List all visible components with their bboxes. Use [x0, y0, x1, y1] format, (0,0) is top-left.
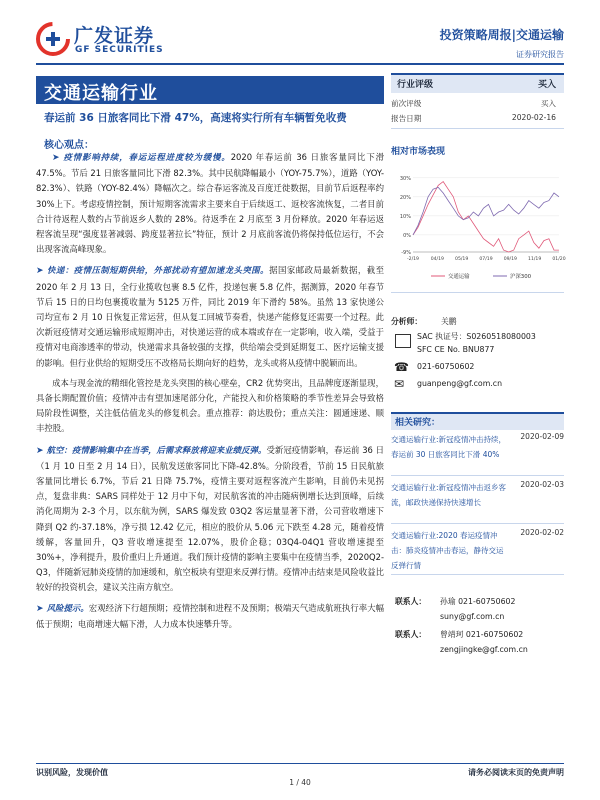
x-tick-label: 05/19 [455, 257, 469, 262]
footer-divider [36, 763, 564, 764]
paragraph-text: 2020 年春运前 36 日旅客量同比下滑 47.5%。节后 21 日旅客量同比下滑 82.3%。其中民航降幅最小（YOY-75.7%），道路（YOY-82.3%）、铁路（YOY-82.4%）降幅次之。综合春运客流及百度迁徙数据，目前节后返程率约 30%上下。考虑疫情控制，预计短期客流需求主要来自于后续返工、返校客流恢复，二者目前合计待返程人数约占节前返乡人数的 28%。待返季在 2 月底至 3 月份释放。2020 年春运返程客流呈现“强度显著减弱、跨度显著拉长”特征，预计 2 月底前客流仍将保持低位运行，不会出现客流高峰现象。 [36, 152, 384, 255]
report-series: 投资策略周报|交通运输 [439, 28, 564, 42]
paragraph-text: 据国家邮政局最新数据，截至 2020 年 2 月 13 日，全行业揽收包裹 8.5 亿件，投递包裹 5.8 亿件，据测算，2020 年春节节后 15 日的日均包裹揽收量为 5125 万件，同比 2019 年下滑约 58%。虽然 13 家快递公司均宣布 2 月 10 日恢复正常运营，但从复工回城节奏看，快递产能修复还需要一个过程。此次新冠疫情对交通运输形成短期冲击，对快递运营的成本端或存在一定影响，收入端，受益于疫情对电商渗透率的带动，快递需求具备较强的支撑，供给端会受到延期复工、医疗运输支援的影响。但行业供给的短期受压不改格局长期向好的趋势，龙头或将从疫情中脱颖而出。 [36, 265, 385, 368]
core-heading: 核心观点： [44, 140, 94, 151]
analyst-sac: SAC 执证号：S0260518080003 [417, 332, 536, 341]
paragraph-text: 受新冠疫情影响，春运前 36 日（1 月 10 日至 2 月 14 日），民航发送旅客同比下降-42.8%。分阶段看，节前 15 日民航旅客量同比增长 6.7%，节后 21 日降 75.7%，疫情主要对返程客流产生影响，目前仍未见拐点，复盘非典：SARS 同样处于 12 月中下旬，对民航客流的冲击随病例增长达到顶峰，后续消化周期为 2-3 个月，以东航为例，SARS 爆发致 03Q2 客运量显著下滑，公司营收增速下降到 Q2 约-37.18%，净亏损 12.42 亿元，相应的股价从 5.06 元下跌至 4.28 元，随着疫情缓解，客量回升，Q3 营收增速提至 12.07%，股价企稳；03Q4-04Q1 营收增速提至 30%+，净利提升，股价重归上升通道。我们预计疫情的影响主要集中在疫情当季，2020Q2-Q3，伴随新冠肺炎疫情的加速缓和，航空板块有望迎来反弹行情。疫情冲击结束是风险收益比较好的投资机会，建议关注南方航空。 [36, 444, 384, 593]
x-tick-label: 04/19 [430, 257, 444, 262]
analyst-sfc: SFC CE No. BNU877 [417, 345, 495, 354]
related-divider [391, 523, 564, 524]
paragraph-1 [36, 150, 384, 257]
report-date-row [391, 113, 564, 124]
chart-heading: 相对市场表现 [391, 147, 446, 157]
y-tick-label: 30% [399, 175, 411, 182]
header-divider [36, 63, 564, 65]
contact-name-phone: 孙瑜 021-60750602 [440, 597, 516, 606]
prev-rating-value: 买入 [540, 99, 556, 108]
x-tick-label: 11/19 [528, 257, 542, 262]
analyst-label: 分析师： [391, 317, 423, 326]
paragraph-lead: 疫情影响持续，春运运程进度较为缓慢。 [62, 152, 231, 162]
prev-rating-label: 前次评级 [391, 99, 422, 108]
report-date-label: 报告日期 [391, 114, 422, 123]
bullet-arrow-icon: ➤ [36, 445, 44, 456]
bullet-arrow-icon: ➤ [52, 153, 60, 163]
related-item-3[interactable] [391, 528, 564, 573]
footer-disclaimer: 请务必阅读末页的免责声明 [468, 768, 564, 777]
chart-divider [391, 292, 564, 293]
x-tick-label: -2/19 [407, 257, 419, 262]
series-line [413, 187, 559, 235]
paragraph-5 [36, 601, 384, 632]
logo-name-en: GF SECURITIES [75, 45, 164, 55]
x-tick-label: 07/19 [479, 257, 493, 262]
contact-label: 联系人： [395, 597, 427, 606]
paragraph-2 [36, 263, 384, 370]
paragraph-lead: 航空：疫情影响集中在当季，后需求释放将迎来业绩反弹。 [46, 444, 267, 455]
contact-name-phone: 曾靖珂 021-60750602 [440, 630, 524, 639]
page-number: 1 / 40 [289, 778, 311, 787]
paragraph-4 [36, 443, 384, 596]
x-tick-label: 09/19 [503, 257, 517, 262]
footer-slogan: 识别风险，发现价值 [36, 768, 108, 777]
contact-email[interactable]: zengjingke@gf.com.cn [440, 645, 528, 654]
rating-divider [391, 128, 564, 129]
related-item-title[interactable]: 交通运输行业:新冠疫情冲击持续，春运前 30 日旅客同比下滑 40% [391, 435, 507, 459]
y-tick-label: 10% [399, 213, 411, 220]
analyst-email[interactable]: guanpeng@gf.com.cn [417, 379, 503, 388]
related-heading: 相关研究： [395, 418, 441, 428]
legend-label: 交通运输 [448, 274, 470, 280]
related-item-2[interactable] [391, 480, 564, 510]
phone-icon: ☎ [394, 360, 409, 374]
page-subtitle: 春运前 36 日旅客同比下滑 47%，高速将实行所有车辆暂免收费 [44, 112, 347, 124]
y-tick-label: 0% [403, 232, 411, 239]
x-tick-label: 01/20 [552, 257, 566, 262]
related-item-date: 2020-02-09 [520, 432, 564, 441]
paragraph-text: 宏观经济下行超预期；疫情控制和进程不及预期；极端天气造成航班执行率大幅低于预期；电商增速大幅下滑，人力成本快速攀升等。 [36, 602, 385, 629]
mail-icon: ✉ [394, 377, 405, 391]
id-card-icon [395, 334, 411, 348]
related-item-1[interactable] [391, 432, 564, 462]
rating-value: 买入 [537, 80, 556, 90]
contact-email[interactable]: suny@gf.com.cn [440, 612, 505, 621]
series-line [413, 182, 559, 252]
related-item-title[interactable]: 交通运输行业:2020 春运疫情冲击：肺炎疫情冲击春运，静待交运反弹行情 [391, 531, 504, 570]
paragraph-3 [36, 376, 384, 437]
rating-bar [391, 73, 564, 93]
y-tick-label: 20% [399, 194, 411, 201]
paragraph-text: 成本与现金流的精细化管控是龙头突围的核心壁垒，CR2 优势突出，且品牌度逐渐显现，具备长期配置价值；疫情冲击有望加速尾部分化，产能投入和价格策略的季节性差异会导致格局阶段性调整，关注低估值龙头的修复机会。重点推荐：韵达股份；重点关注：圆通速递、顺丰控股。 [36, 377, 384, 434]
contact-label: 联系人： [395, 630, 427, 639]
y-tick-label: -9% [401, 250, 411, 256]
related-item-date: 2020-02-02 [520, 528, 564, 537]
report-date-value: 2020-02-16 [511, 113, 556, 122]
analyst-phone: 021-60750602 [417, 362, 475, 371]
paragraph-lead: 快递：疫情压制短期供给，外部扰动有望加速龙头突围。 [46, 265, 270, 276]
gf-logo-icon [36, 22, 70, 56]
report-type: 证券研究报告 [516, 50, 564, 59]
page-title: 交通运输行业 [44, 83, 158, 104]
prev-rating-row [391, 98, 564, 109]
related-item-title[interactable]: 交通运输行业:新冠疫情冲击返乡客流，邮政快递保持快速增长 [391, 483, 507, 507]
rating-label: 行业评级 [397, 80, 434, 90]
bullet-arrow-icon: ➤ [36, 603, 44, 614]
paragraph-lead: 风险提示。 [46, 602, 89, 613]
analyst-name: 关鹏 [441, 317, 457, 326]
bullet-arrow-icon: ➤ [36, 266, 44, 277]
related-heading-bar [391, 412, 564, 430]
logo-name-cn: 广发证券 [74, 25, 155, 47]
related-divider [391, 475, 564, 476]
related-item-date: 2020-02-03 [520, 480, 564, 489]
body-column [36, 150, 384, 637]
analyst-row [391, 316, 564, 327]
related-divider [391, 574, 564, 575]
relative-performance-chart [391, 168, 564, 286]
legend-label: 沪深300 [510, 274, 532, 280]
